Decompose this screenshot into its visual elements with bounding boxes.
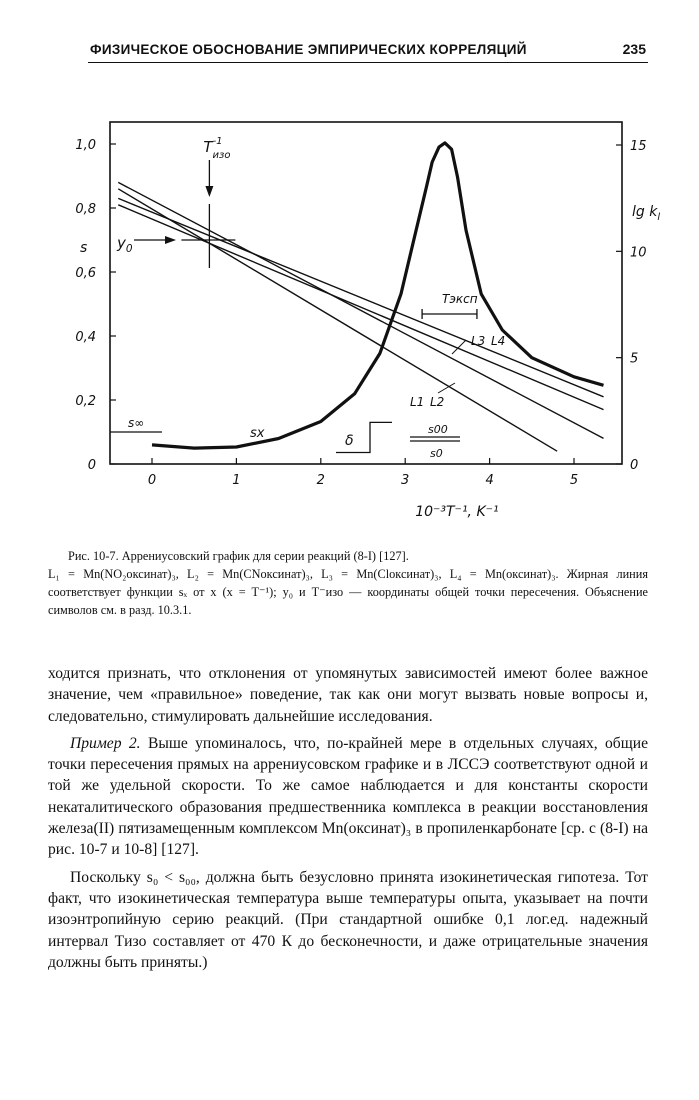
s0-label: s0	[430, 447, 443, 460]
caption-title: Рис. 10-7. Аррениусовский график для серии реакций (8-I) [127].	[68, 549, 409, 563]
y-left-tick-label: 1,0	[75, 138, 96, 153]
t-exp-label: Tэксп	[442, 292, 478, 306]
y-right-tick-label: 5	[630, 351, 639, 367]
running-header	[88, 42, 648, 63]
y-right-tick-label: 10	[630, 245, 647, 261]
y-right-tick-label: 0	[630, 458, 639, 473]
plot-frame	[110, 122, 622, 464]
x-tick-label-0: 0	[147, 473, 157, 488]
delta-label: δ	[345, 433, 354, 449]
y-right-tick-label: 15	[630, 139, 647, 154]
paragraph-2-text: Выше упоминалось, что, по-крайней мере в отдельных случаях, общие точки пересечения прямых на аррениусовском графике и в ЛССЭ соответствуют одной и той же удельной скорости. То же самое наблюдается и для константы скорости некаталитического образования предшественника комплекса в реакции восстановления железа(II) пятизамещенным комплексом Mn(оксинат)₃ в пропиленкарбонате [ср. с (8-I) на рис. 10-7 и 10-8] [127].	[48, 734, 648, 859]
y0-arrow-head	[165, 236, 176, 244]
x-tick-label-5: 5	[569, 473, 579, 488]
t-iso-arrow-head	[205, 186, 213, 197]
y-left-tick-label: 0,8	[75, 202, 96, 217]
example-lead: Пример 2.	[70, 734, 141, 752]
x-tick-label-2: 2	[316, 473, 325, 488]
arrhenius-chart	[0, 90, 699, 530]
caption-legend: L₁ = Mn(NO₂оксинат)₃, L₂ = Mn(CNоксинат)₃, L₃ = Mn(Clоксинат)₃, L₄ = Mn(оксинат)₃. Жирная линия соответствует функции sₓ от x (x = T⁻¹); y₀ и T⁻изо — координаты общей точки пересечения. Объяснение символов см. в разд. 10.3.1.	[48, 567, 648, 617]
axis-ticks	[75, 138, 660, 520]
x-axis-label: 10⁻³T⁻¹, K⁻¹	[415, 504, 499, 520]
y0-label: $y_0$	[117, 234, 133, 255]
y-left-axis-label: s	[80, 240, 88, 256]
series-L3	[118, 205, 603, 410]
header-title: ФИЗИЧЕСКОЕ ОБОСНОВАНИЕ ЭМПИРИЧЕСКИХ КОРРЕЛЯЦИЙ	[90, 42, 527, 57]
series-lines	[118, 143, 603, 451]
series-L2	[118, 182, 603, 438]
y-left-tick-label: 0,2	[75, 394, 96, 409]
paragraph-2	[48, 733, 648, 861]
x-tick-label-3: 3	[401, 473, 410, 488]
x-tick-label-1: 1	[232, 473, 241, 488]
paragraph-3: Поскольку s₀ < s₀₀, должна быть безусловно принята изокинетическая гипотеза. Тот факт, что изокинетическая температура выше температуры опыта, указывает на почти изоэнтропийную серию реакций. (При стандартной ошибке 0,1 лог.ед. надежный интервал Tизо составляет от 470 К до бесконечности, и даже отрицательные значения должны быть приняты.)	[48, 868, 648, 971]
label-L1: L1	[410, 395, 425, 409]
paragraph-1: ходится признать, что отклонения от упомянутых зависимостей имеют более важное значение, чем «правильное» поведение, так как они могут вызвать новые вопросы и, следовательно, стимулировать дальнейшие исследования.	[48, 665, 648, 725]
series-L1	[118, 189, 557, 451]
series-L4	[118, 198, 603, 396]
y-left-tick-label: 0,6	[75, 266, 96, 281]
figure-caption	[48, 547, 648, 619]
y-left-tick-label: 0,4	[75, 330, 96, 345]
label-L4: L4	[491, 334, 506, 348]
plot-border	[110, 122, 622, 464]
label-L2: L2	[430, 395, 445, 409]
y-left-tick-label: 0	[87, 458, 96, 473]
x-tick-label-4: 4	[485, 473, 494, 488]
sx-label: sx	[250, 426, 265, 441]
s00-label: s00	[428, 423, 448, 436]
annotations	[110, 136, 505, 460]
s-inf-label: s∞	[128, 416, 145, 430]
label-L3: L3	[471, 334, 486, 348]
t-iso-label: $T^{-1}$ изо	[203, 136, 231, 161]
body-text	[48, 663, 648, 973]
y-right-axis-label: $\lg k_l$	[632, 204, 661, 223]
page-number: 235	[622, 41, 646, 57]
